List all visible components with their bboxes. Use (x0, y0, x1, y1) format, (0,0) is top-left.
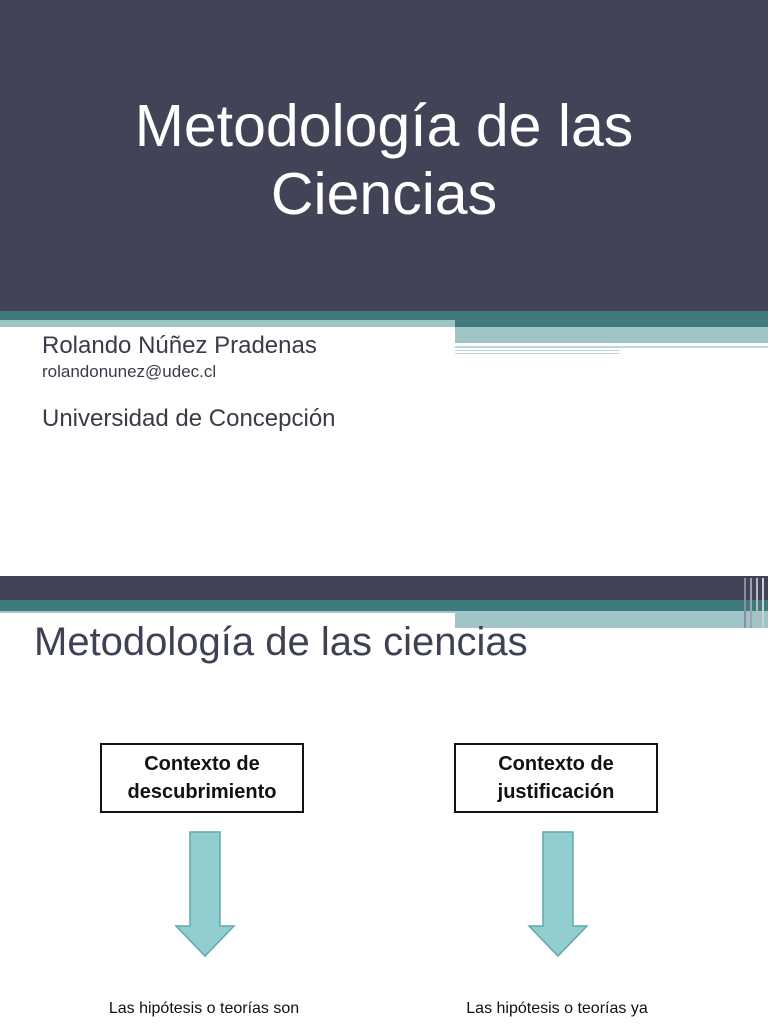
justification-context-label: Contexto de justificación (497, 753, 615, 803)
down-arrow-icon (174, 830, 236, 958)
accent-block-right (455, 327, 768, 343)
slide-title: Metodología de las ciencias (34, 620, 528, 664)
accent-line-1 (455, 346, 768, 348)
accent-bar-dark (0, 311, 768, 320)
header-stripe (750, 578, 752, 628)
down-arrow-icon (527, 830, 589, 958)
justification-context-box (454, 743, 658, 813)
discovery-context-label: Contexto de descubrimiento (127, 753, 277, 803)
university-name: Universidad de Concepción (42, 405, 336, 432)
header-stripe (762, 578, 764, 628)
accent-bar-light (0, 320, 455, 327)
slide-title: Metodología de las Ciencias (134, 93, 634, 227)
discovery-context-box (100, 743, 304, 813)
header-stripe (744, 578, 746, 628)
accent-line-3 (455, 353, 620, 354)
author-name: Rolando Núñez Pradenas (42, 332, 317, 359)
header-accent-dark (0, 600, 768, 611)
accent-line-2 (455, 350, 620, 351)
header-stripe (756, 578, 758, 628)
content-slide (0, 576, 768, 1024)
header-band (0, 576, 768, 600)
justification-description: Las hipótesis o teorías ya (466, 1000, 648, 1017)
header-accent-light (0, 611, 455, 613)
discovery-description: Las hipótesis o teorías son (108, 1000, 300, 1017)
title-banner (0, 0, 768, 311)
accent-bar-dark-right (455, 320, 768, 327)
author-email: rolandonunez@udec.cl (42, 362, 217, 381)
